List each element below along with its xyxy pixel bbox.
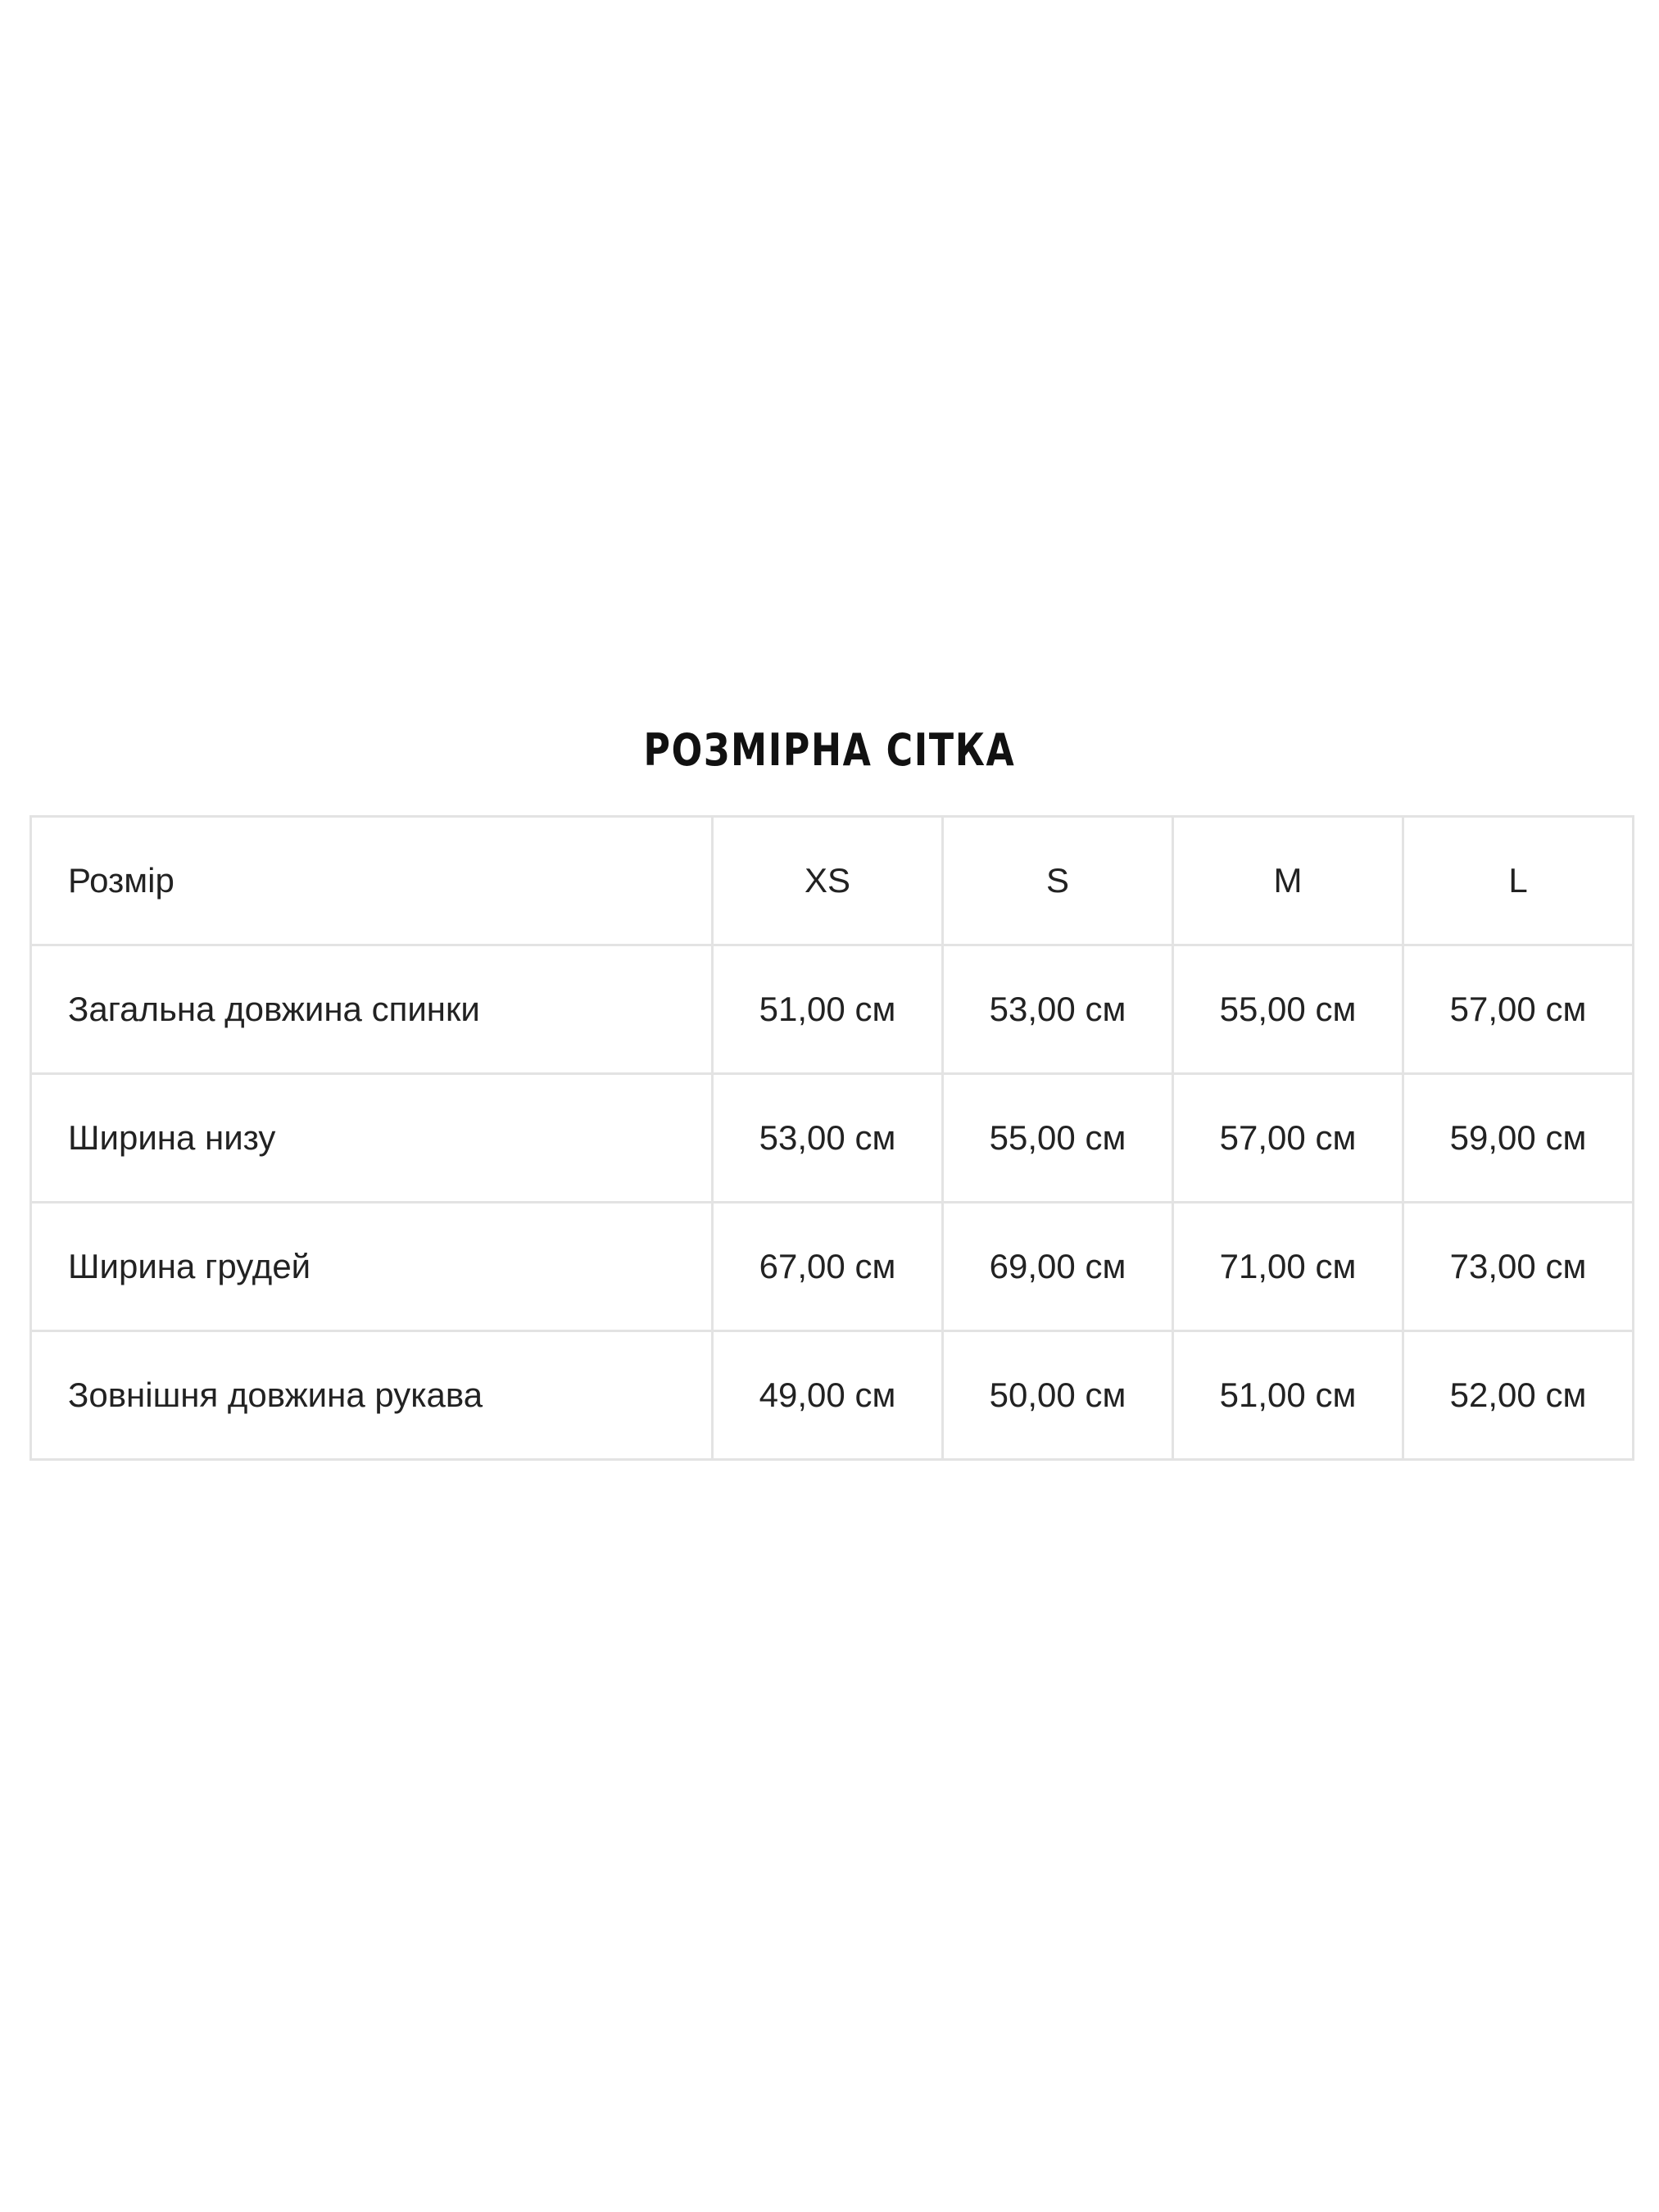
- table-header-row: [31, 817, 1634, 945]
- table-cell: 57,00 см: [1173, 1074, 1403, 1203]
- row-label: Зовнішня довжина рукава: [31, 1331, 713, 1460]
- table-cell: 69,00 см: [943, 1203, 1173, 1331]
- table-row: [31, 945, 1634, 1074]
- table-row: [31, 1203, 1634, 1331]
- table-row: [31, 1074, 1634, 1203]
- table-row: [31, 1331, 1634, 1460]
- table-cell: 73,00 см: [1403, 1203, 1634, 1331]
- table-cell: 53,00 см: [713, 1074, 943, 1203]
- table-cell: 71,00 см: [1173, 1203, 1403, 1331]
- header-size-l: L: [1403, 817, 1634, 945]
- header-size-s: S: [943, 817, 1173, 945]
- size-chart-table: [29, 815, 1634, 1461]
- table-cell: 59,00 см: [1403, 1074, 1634, 1203]
- page-title: РОЗМІРНА СІТКА: [643, 724, 1016, 776]
- row-label: Ширина грудей: [31, 1203, 713, 1331]
- header-size-m: M: [1173, 817, 1403, 945]
- header-label-size: Розмір: [31, 817, 713, 945]
- table-cell: 55,00 см: [943, 1074, 1173, 1203]
- table-cell: 51,00 см: [1173, 1331, 1403, 1460]
- row-label: Ширина низу: [31, 1074, 713, 1203]
- row-label: Загальна довжина спинки: [31, 945, 713, 1074]
- table-cell: 57,00 см: [1403, 945, 1634, 1074]
- table-cell: 55,00 см: [1173, 945, 1403, 1074]
- table-cell: 52,00 см: [1403, 1331, 1634, 1460]
- header-size-xs: XS: [713, 817, 943, 945]
- table-cell: 67,00 см: [713, 1203, 943, 1331]
- table-cell: 49,00 см: [713, 1331, 943, 1460]
- table-cell: 51,00 см: [713, 945, 943, 1074]
- table-cell: 50,00 см: [943, 1331, 1173, 1460]
- table-cell: 53,00 см: [943, 945, 1173, 1074]
